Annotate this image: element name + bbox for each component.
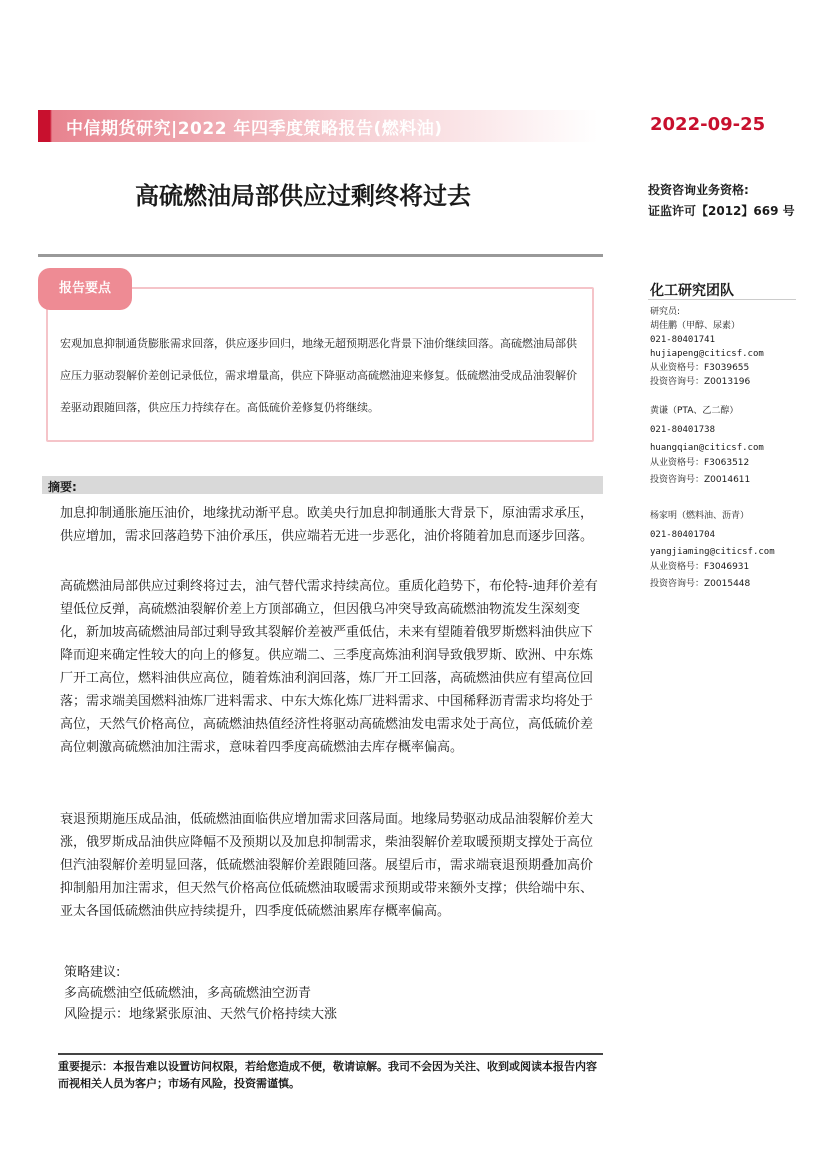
title-divider — [38, 254, 603, 257]
member-phone: 021-80401741 — [650, 335, 716, 345]
member-email[interactable]: huangqian@citicsf.com — [650, 443, 764, 453]
member-advisory: 投资咨询号：Z0015448 — [650, 579, 751, 589]
header-title: 中信期货研究|2022 年四季度策略报告(燃料油) — [66, 119, 443, 139]
strategy-label: 策略建议: — [64, 965, 121, 980]
member-advisory: 投资咨询号：Z0014611 — [650, 475, 751, 485]
risk-notice: 风险提示：地缘紧张原油、天然气价格持续大涨 — [64, 1007, 338, 1022]
member-email[interactable]: yangjiaming@citicsf.com — [650, 547, 775, 557]
important-notice: 重要提示：本报告难以设置访问权限，若给您造成不便，敬请谅解。我司不会因为关注、收到或阅读本报告内容而视相关人员为客户；市场有风险，投资需谨慎。 — [58, 1060, 597, 1090]
abstract-paragraph-1: 加息抑制通胀施压油价，地缘扰动渐平息。欧美央行加息抑制通胀大背景下，原油需求承压，供应增加，需求回落趋势下油价承压，供应端若无进一步恶化，油价将随着加息而逐步回落。 — [60, 506, 594, 544]
member-license: 从业资格号：F3063512 — [650, 458, 750, 468]
abstract-paragraph-3: 衰退预期施压成品油，低硫燃油面临供应增加需求回落局面。地缘局势驱动成品油裂解价差大涨，俄罗斯成品油供应降幅不及预期以及加息抑制需求，柴油裂解价差取暖预期支撑处于高位但汽油裂解价差明显回落，低硫燃油裂解价差跟随回落。展望后市，需求端衰退预期叠加高价抑制船用加注需求，但天然气价格高位低硫燃油取暖需求预期或带来额外支撑；供给端中东、亚太各国低硫燃油供应持续提升，四季度低硫燃油累库存概率偏高。 — [60, 812, 594, 919]
abstract-paragraph-2: 高硫燃油局部供应过剩终将过去，油气替代需求持续高位。重质化趋势下，布伦特-迪拜价差有望低位反弹，高硫燃油裂解价差上方顶部确立，但因俄乌冲突导致高硫燃油物流发生深刻变化，新加坡高硫燃油局部过剩导致其裂解价差被严重低估，未来有望随着俄罗斯燃料油供应下降而迎来确定性较大的向上的修复。供应端二、三季度高炼油利润导致俄罗斯、欧洲、中东炼厂开工高位，燃料油供应高位，随着炼油利润回落，炼厂开工回落，高硫燃油供应有望高位回落；需求端美国燃料油炼厂进料需求、中东大炼化炼厂进料需求、中国稀释沥青需求均将处于高位，天然气价格高位，高硫燃油热值经济性将驱动高硫燃油发电需求处于高位，高低硫价差高位刺激高硫燃油加注需求，意味着四季度高硫燃油去库存概率偏高。 — [60, 579, 598, 755]
member-license: 从业资格号：F3039655 — [650, 363, 750, 373]
member-phone: 021-80401738 — [650, 425, 716, 435]
team-title: 化工研究团队 — [650, 283, 734, 299]
member-license: 从业资格号：F3046931 — [650, 562, 750, 572]
strategy-item: 多高硫燃油空低硫燃油，多高硫燃油空沥青 — [64, 986, 312, 1001]
report-date: 2022-09-25 — [650, 114, 766, 135]
member-email[interactable]: hujiapeng@citicsf.com — [650, 349, 764, 359]
abstract-label: 摘要: — [48, 480, 77, 494]
member-name: 胡佳鹏（甲醇、尿素） — [650, 321, 741, 331]
report-title: 高硫燃油局部供应过剩终将过去 — [135, 182, 471, 210]
member-advisory: 投资咨询号：Z0013196 — [650, 377, 751, 387]
member-name: 杨家明（燃料油、沥青） — [650, 511, 750, 521]
qualification-line-2: 证监许可【2012】669 号 — [648, 204, 795, 218]
member-name: 黄谦（PTA、乙二醇） — [650, 406, 739, 416]
researcher-label: 研究员: — [650, 307, 681, 317]
footer-divider — [58, 1053, 603, 1055]
qualification-line-1: 投资咨询业务资格: — [648, 183, 749, 197]
member-phone: 021-80401704 — [650, 530, 716, 540]
summary-tab: 报告要点 — [38, 268, 132, 310]
summary-text: 宏观加息抑制通货膨胀需求回落，供应逐步回归，地缘无超预期恶化背景下油价继续回落。高硫燃油局部供应压力驱动裂解价差创记录低位，需求增量高，供应下降驱动高硫燃油迎来修复。低硫燃油受成品油裂解价差驱动跟随回落，供应压力持续存在。高低硫价差修复仍将继续。 — [60, 337, 577, 414]
team-divider — [648, 299, 796, 300]
abstract-bar — [42, 476, 603, 494]
